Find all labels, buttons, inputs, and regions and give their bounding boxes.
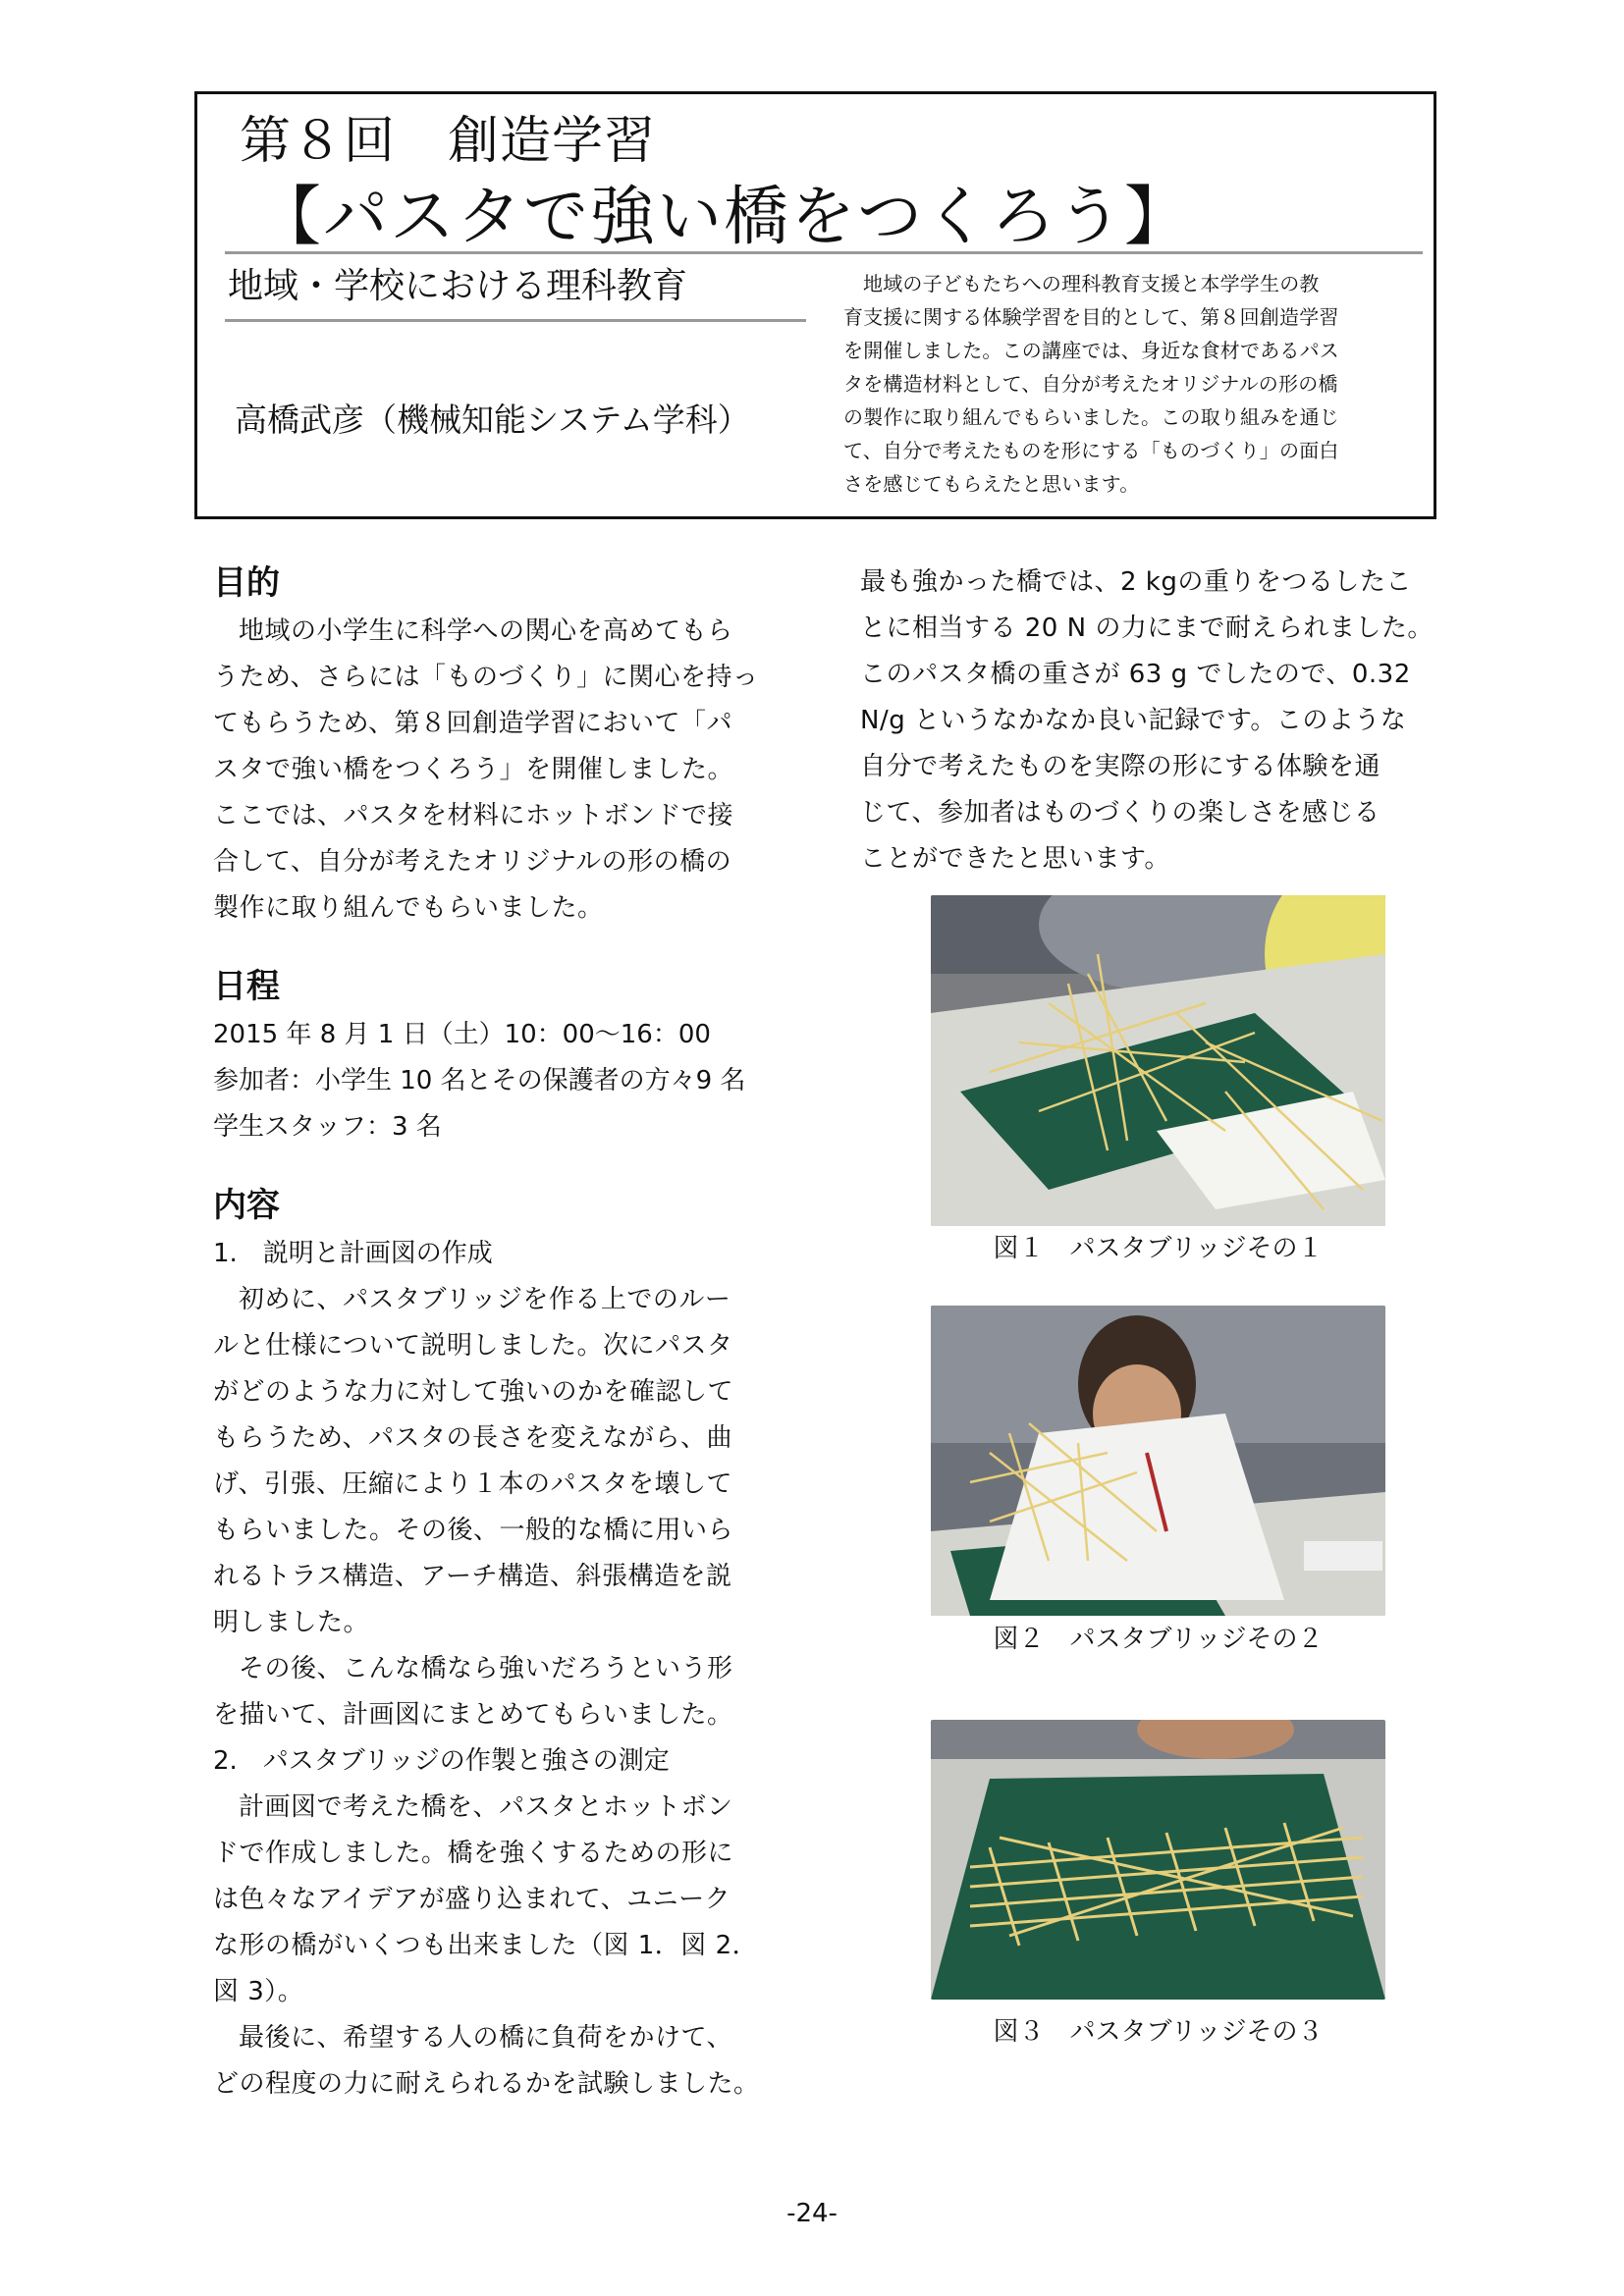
title-main: 【パスタで強い橋をつくろう】 bbox=[256, 179, 1191, 254]
subtitle: 地域・学校における理科教育 bbox=[228, 266, 688, 306]
schedule-participants: 参加者：小学生 10 名とその保護者の方々9 名 bbox=[213, 1066, 746, 1095]
content-item2-body-a: 計画図で考えた橋を、パスタとホットボン ドで作成しました。橋を強くするための形に は色々なアイデアが盛り込まれて、ユニーク な形の橋がいくつも出来ました（図 1．図 2． 図 3）。 bbox=[213, 1792, 759, 2006]
schedule-date: 2015 年 8 月 1 日（土）10：00～16：00 bbox=[213, 1020, 711, 1049]
header-box bbox=[194, 91, 1436, 519]
heading-purpose: 目的 bbox=[213, 563, 280, 603]
content-item1-body-a: 初めに、パスタブリッジを作る上でのルー ルと仕様について説明しました。次にパスタ がどのような力に対して強いのかを確認して もらうため、パスタの長さを変えながら、曲 げ、引張、圧縮により１本のパスタを壊して もらいました。その後、一般的な橋に用いら れるトラス構造、アーチ構造、斜張構造を説 明しました。 bbox=[213, 1285, 734, 1637]
figure-2-caption: 図２ パスタブリッジその２ bbox=[993, 1625, 1324, 1654]
page-number: -24- bbox=[786, 2199, 838, 2228]
results-body: 最も強かった橋では、2 kgの重りをつるしたこ とに相当する 20 N の力にまで耐えられました。 このパスタ橋の重さが 63 g でしたので、0.32 N/g というなかなか良い記録です。このような 自分で考えたものを実際の形にする体験を通 じて、参加者はものづくりの楽しさを感じる ことができたと思います。 bbox=[860, 567, 1434, 874]
left-column bbox=[213, 560, 810, 2108]
subtitle-divider bbox=[225, 319, 806, 322]
right-column bbox=[860, 560, 1449, 882]
content-item2-title: 2. パスタブリッジの作製と強さの測定 bbox=[213, 1746, 670, 1776]
pasta-bridge-photo-1 bbox=[931, 895, 1385, 1226]
figure-3-caption: 図３ パスタブリッジその３ bbox=[993, 2017, 1324, 2047]
abstract: 地域の子どもたちへの理科教育支援と本学学生の教 育支援に関する体験学習を目的として、第８回創造学習 を開催しました。この講座では、身近な食材であるパス タを構造材料として、自分が考えたオリジナルの形の橋 の製作に取り組んでもらいました。この取り組みを通じ て、自分で考えたものを形にする「ものづくり」の面白 さを感じてもらえたと思います。 bbox=[843, 272, 1339, 496]
heading-content: 内容 bbox=[213, 1186, 280, 1225]
content-item1-title: 1. 説明と計画図の作成 bbox=[213, 1239, 493, 1268]
title-divider bbox=[225, 251, 1423, 254]
author: 高橋武彦（機械知能システム学科） bbox=[235, 400, 750, 439]
schedule-staff: 学生スタッフ：3 名 bbox=[213, 1112, 442, 1142]
figure-2-photo bbox=[931, 1306, 1385, 1616]
pasta-bridge-photo-2 bbox=[931, 1306, 1385, 1616]
content-item1-body-b: その後、こんな橋なら強いだろうという形 を描いて、計画図にまとめてもらいました。 bbox=[213, 1654, 733, 1730]
figure-1-caption: 図１ パスタブリッジその１ bbox=[993, 1234, 1324, 1263]
pasta-bridge-photo-3 bbox=[931, 1720, 1385, 2000]
figure-3-photo bbox=[931, 1720, 1385, 2000]
purpose-body: 地域の小学生に科学への関心を高めてもら うため、さらには「ものづくり」に関心を持っ てもらうため、第８回創造学習において「パ スタで強い橋をつくろう」を開催しました。 ここでは、パスタを材料にホットボンドで接 合して、自分が考えたオリジナルの形の橋の 製作に取り組んでもらいました。 bbox=[213, 616, 759, 923]
heading-schedule: 日程 bbox=[213, 967, 280, 1006]
title-series: 第８回 創造学習 bbox=[240, 112, 657, 171]
content-item2-body-b: 最後に、希望する人の橋に負荷をかけて、 どの程度の力に耐えられるかを試験しました。 bbox=[213, 2023, 760, 2099]
figure-1-photo bbox=[931, 895, 1385, 1226]
